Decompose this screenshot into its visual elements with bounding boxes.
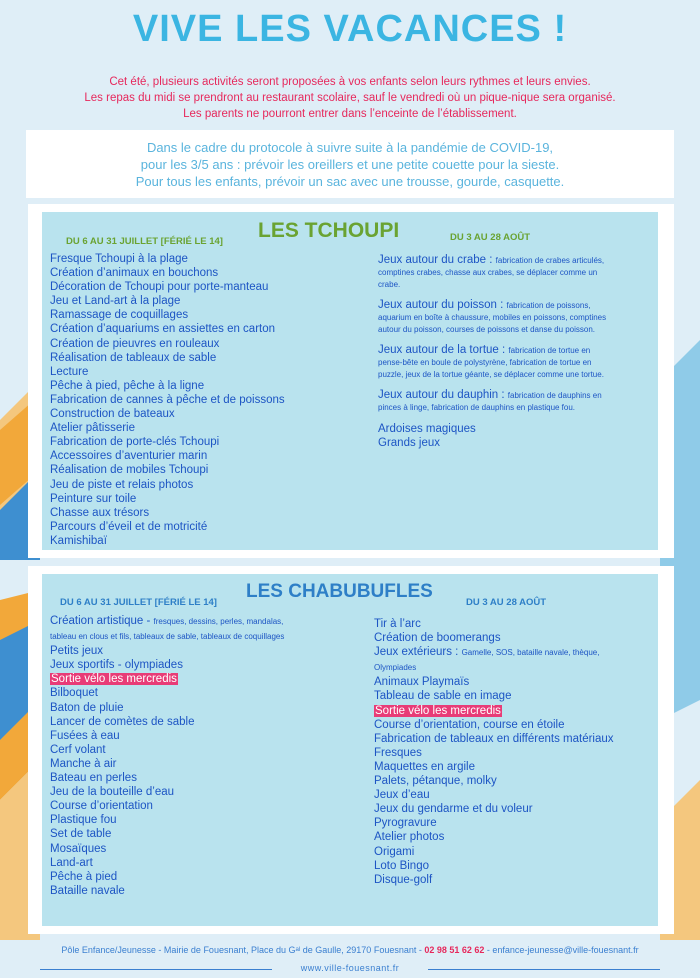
item-label: Création artistique - (50, 615, 154, 627)
list-item: Jeux d’eau (374, 789, 430, 802)
list-item (374, 645, 654, 660)
list-item: Bilboquet (50, 687, 98, 700)
list-item: Loto Bingo (374, 859, 429, 872)
footer-website[interactable]: www.ville-fouesnant.fr (300, 963, 400, 973)
list-item: Bateau en perles (50, 772, 137, 785)
list-item: Land-art (50, 856, 93, 869)
list-item: Tir à l’arc (374, 618, 421, 630)
list-item: Ramassage de coquillages (50, 309, 189, 322)
list-item: Lancer de comètes de sable (50, 715, 195, 728)
list-item: Réalisation de tableaux de sable (50, 351, 217, 364)
chabubufles-period-august: DU 3 AU 28 AOÛT (466, 597, 547, 608)
list-item: Création d’aquariums en assiettes en carton (50, 323, 276, 336)
activity-head: Jeux autour de la tortue : (378, 344, 509, 356)
intro-line: Les repas du midi se prendront au restaurant scolaire, sauf le vendredi où un pique-nique sera organisé. (84, 92, 616, 104)
intro-line: Les parents ne pourront entrer dans l’enceinte de l’établissement. (183, 108, 517, 120)
list-item: Baton de pluie (50, 701, 124, 714)
tchoupi-period-july: DU 6 AU 31 JUILLET [FÉRIÉ LE 14] (66, 236, 223, 247)
item-detail: fresques, dessins, perles, mandalas, (153, 617, 284, 626)
list-item: Fabrication de porte-clés Tchoupi (50, 436, 220, 449)
list-item: Chasse aux trésors (50, 506, 150, 519)
list-item: Création d’animaux en bouchons (50, 267, 219, 280)
activity-detail: fabrication de poissons, aquarium en boîte à chaussure, mobiles en poissons, comptines autour du poisson, courses de poissons et danse du poisson. (378, 301, 607, 334)
list-item: Jeux du gendarme et du voleur (374, 803, 533, 816)
list-item: Décoration de Tchoupi pour porte-manteau (50, 281, 269, 294)
list-item: Accessoires d’aventurier marin (50, 450, 208, 463)
page-title: VIVE LES VACANCES ! (132, 8, 568, 50)
footer-address: Pôle Enfance/Jeunesse - Mairie de Fouesnant, Place du Gᵃˡ de Gaulle, 29170 Fouesnant - (61, 945, 425, 955)
tchoupi-july-list (50, 252, 370, 548)
list-item: Jeu de piste et relais photos (50, 478, 194, 491)
list-item: Course d’orientation (50, 800, 153, 813)
list-item: Atelier pâtisserie (50, 422, 136, 435)
highlighted-item: Sortie vélo les mercredis (375, 704, 501, 717)
activity-head: Jeux autour du poisson : (378, 299, 507, 311)
list-item (374, 660, 654, 675)
chabubufles-august-list (374, 617, 654, 887)
list-item: Construction de bateaux (50, 408, 175, 421)
item-detail: Gamelle, SOS, bataille navale, thèque, (461, 648, 600, 658)
list-item: Tableau de sable en image (374, 690, 512, 703)
footer-email[interactable]: - enfance-jeunesse@ville-fouesnant.fr (484, 945, 639, 955)
list-item: Fabrication de tableaux en différents matériaux (374, 732, 614, 745)
list-item: Jeux sportifs - olympiades (50, 659, 183, 672)
list-item: Palets, pétanque, molky (374, 775, 497, 788)
list-item: Mosaïques (50, 842, 107, 855)
list-item: Petits jeux (50, 645, 104, 658)
list-item: Création de pieuvres en rouleaux (50, 337, 220, 350)
list-item: Kamishibaï (50, 534, 107, 547)
list-item: Animaux Playmaïs (374, 676, 470, 689)
activity-detail: fabrication de dauphins en pinces à linge, fabrication de dauphins en plastique fou. (378, 391, 602, 412)
list-item: Fusées à eau (50, 729, 120, 742)
list-item: Création de boomerangs (374, 632, 501, 645)
tchoupi-period-august: DU 3 AU 28 AOÛT (450, 232, 531, 243)
list-item: Grands jeux (378, 437, 441, 450)
list-item: Origami (374, 845, 415, 858)
item-detail: tableau en clous et fils, tableaux de sable, tableaux de coquillages (50, 632, 285, 642)
list-item: Fabrication de cannes à pêche et de poissons (50, 393, 285, 406)
list-item: Course d’orientation, course en étoile (374, 718, 565, 731)
list-item: Parcours d’éveil et de motricité (50, 520, 208, 533)
protocol-line: pour les 3/5 ans : prévoir les oreillers et une petite couette pour la sieste. (140, 157, 560, 172)
list-item (374, 704, 654, 718)
list-item: Pêche à pied (50, 870, 118, 883)
list-item (378, 389, 610, 413)
list-item: Cerf volant (50, 743, 106, 756)
list-item (50, 629, 370, 644)
tchoupi-august-list (378, 254, 610, 450)
list-item (378, 254, 610, 290)
activity-detail: fabrication de tortue en pense-bête en boule de polystyrène, fabrication de tortue en puzzle, jeux de la tortue géante, se déplacer comme une tortue. (378, 346, 604, 379)
list-item: Maquettes en argile (374, 760, 476, 773)
list-item: Réalisation de mobiles Tchoupi (50, 464, 209, 477)
activity-head: Jeux autour du crabe : (378, 254, 496, 266)
chabubufles-title: LES CHABUBUFLES (246, 581, 433, 602)
list-item: Peinture sur toile (50, 492, 137, 505)
protocol-line: Dans le cadre du protocole à suivre suite à la pandémie de COVID-19, (146, 140, 554, 155)
list-item: Plastique fou (50, 814, 117, 827)
list-item (378, 299, 610, 335)
footer-contact (0, 945, 700, 955)
activity-head: Jeux autour du dauphin : (378, 389, 508, 401)
chabubufles-july-list (50, 614, 370, 898)
list-item (50, 672, 370, 686)
intro-text (0, 74, 700, 122)
list-item: Fresque Tchoupi à la plage (50, 253, 188, 265)
list-item: Lecture (50, 365, 89, 378)
list-item: Bataille navale (50, 884, 125, 897)
list-item: Pêche à pied, pêche à la ligne (50, 379, 205, 392)
list-item: Manche à air (50, 757, 117, 770)
list-item (378, 344, 610, 380)
activity-detail: fabrication de crabes articulés, comptines crabes, chasse aux crabes, se déplacer comme un crabe. (378, 256, 605, 289)
protocol-line: Pour tous les enfants, prévoir un sac avec une trousse, gourde, casquette. (135, 174, 565, 189)
list-item: Ardoises magiques (378, 423, 476, 435)
list-item: Atelier photos (374, 831, 445, 844)
chabubufles-period-july: DU 6 AU 31 JUILLET [FÉRIÉ LE 14] (60, 597, 217, 608)
item-label: Jeux extérieurs : (374, 646, 462, 659)
list-item: Set de table (50, 828, 112, 841)
list-item: Fresques (374, 746, 422, 759)
intro-line: Cet été, plusieurs activités seront proposées à vos enfants selon leurs rythmes et leurs envies. (109, 76, 591, 88)
footer-divider-right (428, 969, 660, 970)
list-item: Jeu de la bouteille d’eau (50, 786, 175, 799)
protocol-box (26, 130, 674, 198)
tchoupi-title: LES TCHOUPI (258, 219, 400, 242)
footer-phone[interactable]: 02 98 51 62 62 (424, 945, 485, 955)
list-item (50, 614, 370, 629)
list-item: Jeu et Land-art à la plage (50, 295, 181, 308)
highlighted-item: Sortie vélo les mercredis (51, 673, 177, 686)
list-item: Pyrogravure (374, 817, 437, 830)
item-detail: Olympiades (374, 663, 417, 673)
list-item: Disque-golf (374, 873, 433, 886)
